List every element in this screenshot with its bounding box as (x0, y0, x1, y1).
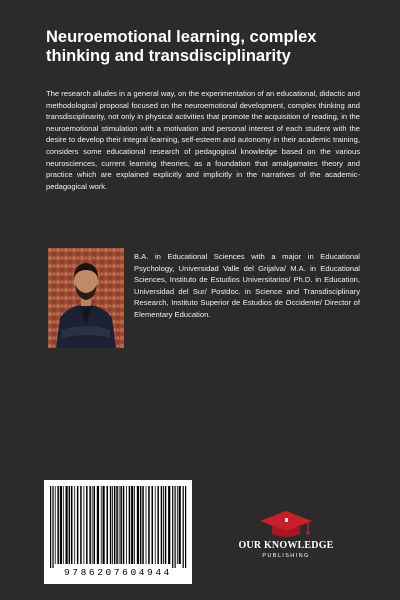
barcode-bar (157, 486, 159, 564)
book-blurb: The research alludes in a general way, on the experimentation of an educational, didactic and methodological proposal focused on the neuroemotional development, complex thinking and transdisciplinarity, not only in physical activities that promote the acquisition of reading, in the neuroemotional stimulation with a motivation and personal interest of each student with the desire to develop their integral learning, self-esteem and autonomy in their academic training, considers some educational research of pedagogical knowledge based on the various neurosciences, current learning theories, as a foundation that amalgamates theory and practice which are explained explicitly and implicitly in the narratives of the academic-pedagogical work. (46, 89, 360, 191)
barcode-bar (97, 486, 99, 564)
barcode-bar (55, 486, 56, 564)
barcode-bar (89, 486, 91, 564)
book-title: Neuroemotional learning, complex thinking and transdisciplinarity (46, 28, 317, 65)
barcode-bar (74, 486, 75, 564)
barcode-bar (168, 486, 170, 564)
barcode-bar (86, 486, 88, 564)
author-photo (48, 248, 124, 348)
barcode-bar (92, 486, 93, 564)
barcode-bar (134, 486, 135, 564)
barcode-bar (177, 486, 178, 564)
publisher-name: OUR KNOWLEDGE (238, 540, 334, 551)
barcode-bar (60, 486, 62, 564)
graduation-cap-icon (236, 508, 336, 540)
barcode-bar (114, 486, 116, 564)
barcode-bar (112, 486, 113, 564)
publisher-subtitle: PUBLISHING (262, 553, 310, 559)
barcode-bar (66, 486, 68, 564)
barcode-bar (161, 486, 163, 564)
barcode-bar (165, 486, 167, 564)
isbn-digits: 9786207604944 (64, 567, 172, 578)
barcode-bar (155, 486, 156, 564)
barcode-bar (80, 486, 82, 564)
barcode-bar (146, 486, 147, 564)
barcode-bar (123, 486, 125, 564)
barcode-bar (103, 486, 105, 564)
barcode-bar (152, 486, 154, 564)
barcode-bar (140, 486, 142, 564)
barcode-bar (63, 486, 64, 564)
barcode-bar (137, 486, 139, 564)
barcode-bar (126, 486, 127, 564)
barcode-bar (77, 486, 79, 564)
barcode-bars (44, 480, 192, 568)
barcode-bar (69, 486, 71, 564)
barcode-bar (172, 486, 173, 568)
publisher-logo (236, 508, 336, 568)
barcode-bar (142, 486, 144, 564)
barcode-bar (107, 486, 109, 564)
barcode-bar (131, 486, 133, 564)
barcode-bar (50, 486, 51, 568)
barcode-bar (101, 486, 102, 564)
barcode-bar (119, 486, 120, 564)
barcode-bar (163, 486, 164, 564)
barcode-bar (179, 486, 181, 564)
barcode-bar (52, 486, 53, 568)
barcode-bar (120, 486, 122, 564)
barcode-bar (116, 486, 118, 564)
barcode-bar (148, 486, 150, 564)
barcode-bar (110, 486, 112, 564)
isbn-barcode (44, 480, 192, 584)
barcode-bar (175, 486, 176, 568)
barcode-bar (185, 486, 186, 568)
barcode-bar (94, 486, 96, 564)
barcode-bar (71, 486, 73, 564)
barcode-bar (84, 486, 85, 564)
barcode-bar (129, 486, 131, 564)
barcode-bar (183, 486, 184, 568)
author-bio: B.A. in Educational Sciences with a major in Educational Psychology, Universidad Valle del Grijalva/ M.A. in Educational Sciences, Instituto de Estudios Universitarios/ Ph.D. in Education, Universidad del Sur/ Postdoc. in Science and Transdisciplinary Research, Instituto Superior de Estudios de Occidente/ Director of Elementary Education. (134, 252, 360, 319)
barcode-bar (57, 486, 59, 564)
